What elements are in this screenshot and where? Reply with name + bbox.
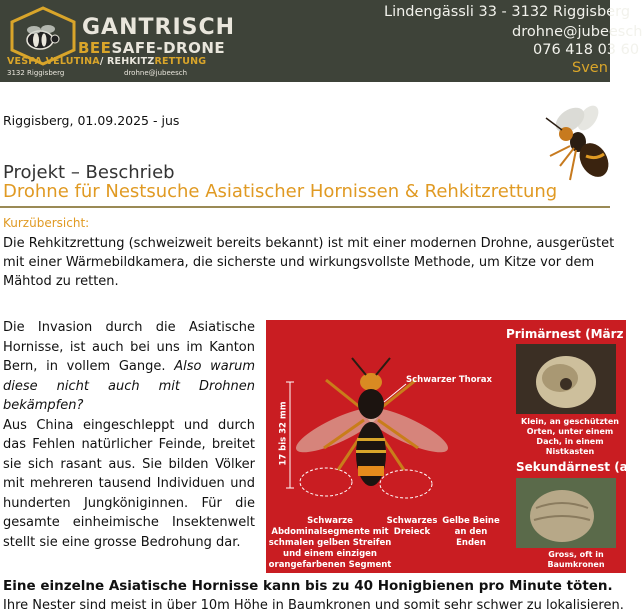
- label-thorax: Schwarzer Thorax: [406, 375, 492, 385]
- primary-nest-photo-icon: [516, 344, 616, 414]
- logo-location: 3132 Riggisberg: [7, 69, 65, 77]
- date-line: Riggisberg, 01.09.2025 - jus: [3, 113, 180, 128]
- logo-email: drohne@jubeesch: [124, 69, 187, 77]
- brand-sub-drone: SAFE-DRONE: [111, 39, 226, 57]
- primary-nest-caption: Klein, an geschützten Orten, unter einem Dach, in einem Nistkasten: [521, 417, 619, 456]
- para-question: Also warum diese nicht auch mit Drohnen bekämpfen?: [3, 359, 255, 413]
- para-invasion: Die Invasion durch die Asiatische Hornisse, ist auch bei uns im Kanton Bern, in vollem Gange.: [3, 320, 255, 374]
- intro-paragraph: [3, 234, 643, 291]
- contact-phone[interactable]: 076 418 03 60: [533, 42, 640, 58]
- contact-email[interactable]: drohne@jubeesch: [512, 24, 643, 40]
- cut-off-line: Ihre Nester sind meist in über 10m Höhe in Baumkronen und somit sehr schwer zu lokalisieren.: [3, 598, 624, 613]
- key-fact: Eine einzelne Asiatische Hornisse kann bis zu 40 Honigbienen pro Minute töten.: [3, 578, 613, 594]
- body-text-column: [3, 318, 255, 552]
- letterhead: [0, 0, 643, 82]
- primary-nest-title: Primärnest (März: [506, 327, 624, 341]
- intro-line-3: Mähtod zu retten.: [3, 274, 119, 289]
- label-beine: Gelbe Beine an den Enden: [442, 516, 500, 548]
- tagline-vespa: VESPA VELUTINA: [7, 56, 100, 67]
- brand-subtitle: [78, 39, 225, 57]
- secondary-nest-title: Sekundärnest (ab: [516, 460, 637, 474]
- label-abdomen: Schwarze Abdominalsegmente mit schmalen gelben Streifen und einem einzigen orangefarbenen Segment: [268, 516, 392, 570]
- page-subtitle: Drohne für Nestsuche Asiatischer Hornissen & Rehkitzrettung: [3, 181, 558, 202]
- brand-name: GANTRISCH: [82, 15, 236, 40]
- brand-sub-bee: BEE: [78, 39, 112, 57]
- title-divider: [0, 206, 610, 208]
- para-origin: Aus China eingeschleppt und durch das Fehlen natürlicher Feinde, breitet sie sich rasant aus. Sie bilden Völker mit mehreren tausend Individuen und hunderten Jungköniginnen. Für die gesamte einheimische Insektenwelt stellt sie eine grosse Bedrohung dar.: [3, 417, 255, 550]
- page-title: Projekt – Beschrieb: [3, 162, 175, 183]
- tagline: [7, 56, 206, 67]
- tagline-rettung: RETTUNG: [154, 56, 207, 67]
- label-dreieck: Schwarzes Dreieck: [386, 516, 438, 537]
- contact-address: Lindengässli 33 - 3132 Riggisberg: [384, 4, 631, 20]
- hornet-infographic: [266, 320, 637, 573]
- hornet-illustration-icon: [536, 100, 616, 192]
- secondary-nest-caption: Gross, oft in Baumkronen: [547, 550, 605, 569]
- tagline-rehkitz: / REHKITZ: [99, 56, 155, 67]
- section-heading: Kurzübersicht:: [3, 216, 90, 230]
- intro-line-2: mit einer Wärmebildkamera, die sicherste und wirkungsvollste Methode, um Kitze vor dem: [3, 255, 595, 270]
- contact-person: Sven: [572, 60, 608, 76]
- secondary-nest-photo-icon: [516, 478, 616, 548]
- label-size: 17 bis 32 mm: [278, 401, 289, 466]
- intro-line-1: Die Rehkitzrettung (schweizweit bereits bekannt) ist mit einer modernen Drohne, ausgerüstet: [3, 236, 615, 251]
